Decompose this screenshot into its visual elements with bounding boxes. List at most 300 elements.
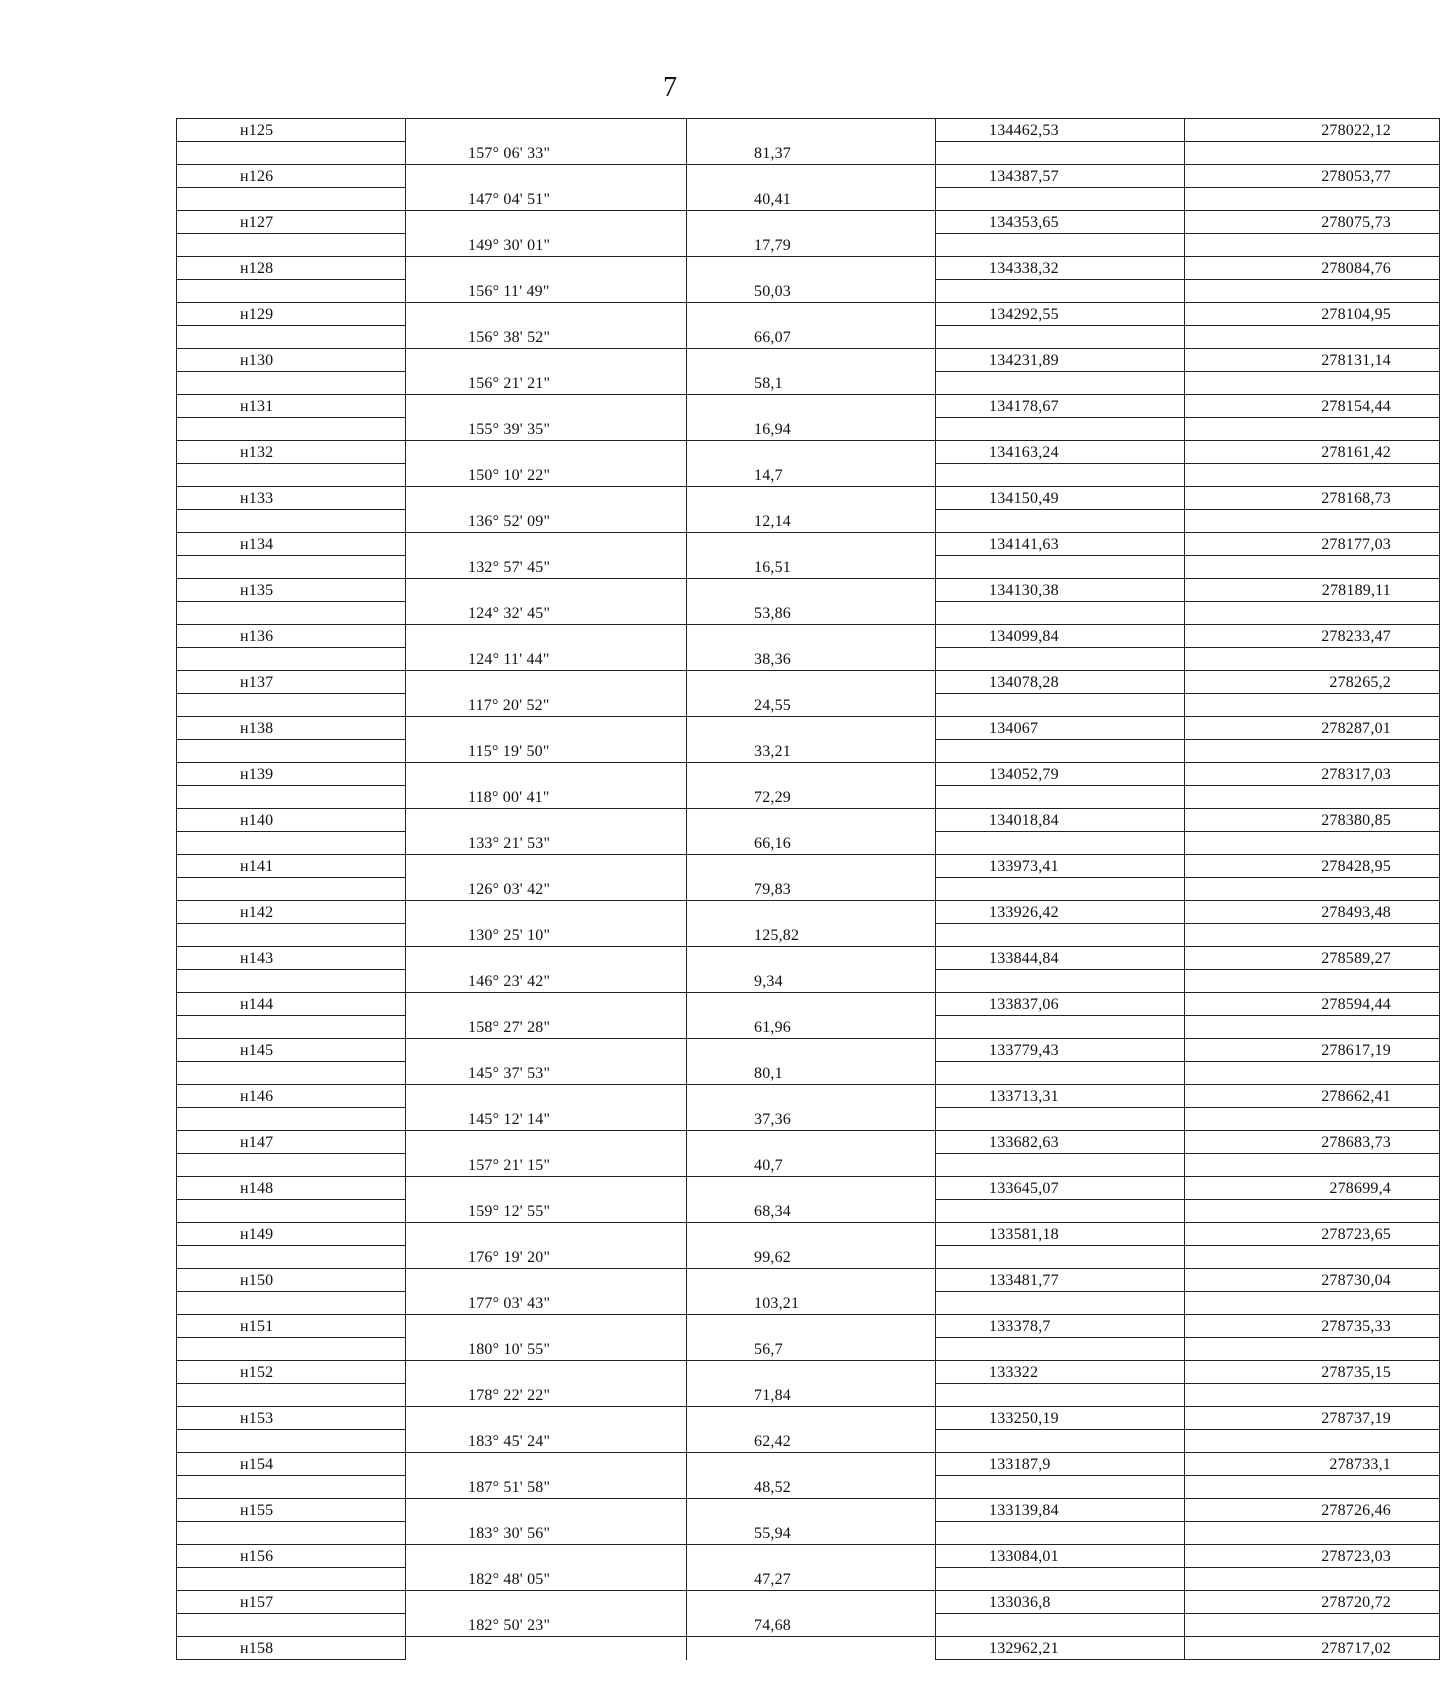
y-coordinate-cell: 278735,15 [1185,1361,1440,1384]
segment-row [177,234,1440,257]
angle-spacer-cell [406,1177,687,1200]
segment-row [177,1292,1440,1315]
y-spacer-cell [1185,1016,1440,1039]
x-spacer-cell [936,1062,1185,1085]
angle-spacer-cell [406,1545,687,1568]
y-coordinate-cell: 278717,02 [1185,1637,1440,1660]
y-spacer-cell [1185,1246,1440,1269]
segment-row [177,648,1440,671]
segment-length-cell: 16,51 [687,556,936,579]
y-coordinate-cell: 278733,1 [1185,1453,1440,1476]
length-spacer-cell [687,1223,936,1246]
y-coordinate-cell: 278168,73 [1185,487,1440,510]
y-coordinate-cell: 278189,11 [1185,579,1440,602]
y-spacer-cell [1185,1154,1440,1177]
x-spacer-cell [936,1108,1185,1131]
point-spacer-cell [177,234,406,257]
segment-length-cell: 9,34 [687,970,936,993]
segment-length-cell: 71,84 [687,1384,936,1407]
point-name-cell: н145 [177,1039,406,1062]
direction-angle-cell: 178° 22' 22" [406,1384,687,1407]
x-coordinate-cell: 134130,38 [936,579,1185,602]
segment-length-cell: 48,52 [687,1476,936,1499]
y-coordinate-cell: 278075,73 [1185,211,1440,234]
point-spacer-cell [177,510,406,533]
segment-length-cell: 79,83 [687,878,936,901]
point-spacer-cell [177,142,406,165]
y-coordinate-cell: 278720,72 [1185,1591,1440,1614]
length-spacer-cell [687,671,936,694]
x-coordinate-cell: 133481,77 [936,1269,1185,1292]
angle-spacer-cell [406,487,687,510]
length-spacer-cell [687,441,936,464]
segment-length-cell: 99,62 [687,1246,936,1269]
segment-row [177,280,1440,303]
y-coordinate-cell: 278154,44 [1185,395,1440,418]
point-name-cell: н131 [177,395,406,418]
x-spacer-cell [936,1338,1185,1361]
y-coordinate-cell: 278723,65 [1185,1223,1440,1246]
y-coordinate-cell: 278662,41 [1185,1085,1440,1108]
point-row [177,349,1440,372]
point-row [177,1637,1440,1660]
x-coordinate-cell: 133682,63 [936,1131,1185,1154]
point-name-cell: н130 [177,349,406,372]
angle-spacer-cell [406,1085,687,1108]
length-spacer-cell [687,1453,936,1476]
point-name-cell: н128 [177,257,406,280]
direction-angle-cell: 177° 03' 43" [406,1292,687,1315]
y-spacer-cell [1185,1614,1440,1637]
length-spacer-cell [687,303,936,326]
y-spacer-cell [1185,694,1440,717]
direction-angle-cell: 136° 52' 09" [406,510,687,533]
point-row [177,1453,1440,1476]
direction-angle-cell: 180° 10' 55" [406,1338,687,1361]
angle-spacer-cell [406,441,687,464]
y-spacer-cell [1185,648,1440,671]
y-spacer-cell [1185,1062,1440,1085]
segment-length-cell: 47,27 [687,1568,936,1591]
direction-angle-cell: 146° 23' 42" [406,970,687,993]
point-row [177,165,1440,188]
point-spacer-cell [177,1016,406,1039]
y-coordinate-cell: 278131,14 [1185,349,1440,372]
angle-spacer-cell [406,763,687,786]
point-spacer-cell [177,878,406,901]
point-spacer-cell [177,418,406,441]
x-coordinate-cell: 134338,32 [936,257,1185,280]
y-spacer-cell [1185,1384,1440,1407]
segment-length-cell: 24,55 [687,694,936,717]
segment-row [177,970,1440,993]
segment-row [177,418,1440,441]
segment-row [177,1522,1440,1545]
direction-angle-cell: 182° 48' 05" [406,1568,687,1591]
direction-angle-cell: 157° 21' 15" [406,1154,687,1177]
angle-spacer-cell [406,1453,687,1476]
segment-length-cell: 50,03 [687,280,936,303]
point-name-cell: н147 [177,1131,406,1154]
length-spacer-cell [687,1361,936,1384]
y-coordinate-cell: 278737,19 [1185,1407,1440,1430]
y-coordinate-cell: 278177,03 [1185,533,1440,556]
point-row [177,763,1440,786]
segment-row [177,142,1440,165]
y-coordinate-cell: 278726,46 [1185,1499,1440,1522]
length-spacer-cell [687,1039,936,1062]
x-spacer-cell [936,234,1185,257]
point-name-cell: н156 [177,1545,406,1568]
direction-angle-cell: 145° 12' 14" [406,1108,687,1131]
point-spacer-cell [177,740,406,763]
length-spacer-cell [687,349,936,372]
y-spacer-cell [1185,740,1440,763]
x-spacer-cell [936,418,1185,441]
y-spacer-cell [1185,602,1440,625]
segment-row [177,326,1440,349]
point-row [177,671,1440,694]
point-row [177,1361,1440,1384]
segment-row [177,786,1440,809]
x-coordinate-cell: 134150,49 [936,487,1185,510]
direction-angle-cell: 156° 11' 49" [406,280,687,303]
direction-angle-cell: 156° 21' 21" [406,372,687,395]
segment-row [177,1154,1440,1177]
y-coordinate-cell: 278683,73 [1185,1131,1440,1154]
y-coordinate-cell: 278084,76 [1185,257,1440,280]
y-spacer-cell [1185,970,1440,993]
x-spacer-cell [936,372,1185,395]
x-spacer-cell [936,648,1185,671]
point-spacer-cell [177,1384,406,1407]
direction-angle-cell: 150° 10' 22" [406,464,687,487]
x-coordinate-cell: 133322 [936,1361,1185,1384]
y-spacer-cell [1185,418,1440,441]
segment-row [177,1384,1440,1407]
segment-length-cell: 56,7 [687,1338,936,1361]
x-coordinate-cell: 134099,84 [936,625,1185,648]
direction-angle-cell: 133° 21' 53" [406,832,687,855]
x-coordinate-cell: 133779,43 [936,1039,1185,1062]
point-row [177,395,1440,418]
point-spacer-cell [177,924,406,947]
point-row [177,1039,1440,1062]
length-spacer-cell [687,1131,936,1154]
angle-spacer-cell [406,809,687,832]
segment-length-cell: 16,94 [687,418,936,441]
point-row [177,1085,1440,1108]
point-name-cell: н146 [177,1085,406,1108]
x-spacer-cell [936,188,1185,211]
direction-angle-cell: 176° 19' 20" [406,1246,687,1269]
point-row [177,809,1440,832]
x-coordinate-cell: 134231,89 [936,349,1185,372]
y-coordinate-cell: 278699,4 [1185,1177,1440,1200]
direction-angle-cell: 155° 39' 35" [406,418,687,441]
x-spacer-cell [936,510,1185,533]
direction-angle-cell: 132° 57' 45" [406,556,687,579]
x-spacer-cell [936,786,1185,809]
segment-length-cell: 53,86 [687,602,936,625]
length-spacer-cell [687,763,936,786]
point-name-cell: н133 [177,487,406,510]
length-spacer-cell [687,165,936,188]
segment-length-cell: 38,36 [687,648,936,671]
direction-angle-cell: 124° 32' 45" [406,602,687,625]
point-name-cell: н154 [177,1453,406,1476]
length-spacer-cell [687,717,936,740]
point-row [177,257,1440,280]
segment-row [177,1430,1440,1453]
x-coordinate-cell: 134387,57 [936,165,1185,188]
y-spacer-cell [1185,924,1440,947]
segment-row [177,1200,1440,1223]
segment-row [177,1568,1440,1591]
y-coordinate-cell: 278493,48 [1185,901,1440,924]
angle-spacer-cell [406,395,687,418]
segment-length-cell: 37,36 [687,1108,936,1131]
direction-angle-cell: 118° 00' 41" [406,786,687,809]
point-name-cell: н157 [177,1591,406,1614]
point-spacer-cell [177,1108,406,1131]
y-spacer-cell [1185,1430,1440,1453]
segment-row [177,464,1440,487]
point-row [177,1223,1440,1246]
direction-angle-cell: 158° 27' 28" [406,1016,687,1039]
point-spacer-cell [177,602,406,625]
length-spacer-cell [687,625,936,648]
direction-angle-cell: 157° 06' 33" [406,142,687,165]
length-spacer-cell [687,1177,936,1200]
x-coordinate-cell: 134052,79 [936,763,1185,786]
segment-length-cell: 74,68 [687,1614,936,1637]
segment-length-cell: 103,21 [687,1292,936,1315]
y-spacer-cell [1185,464,1440,487]
x-coordinate-cell: 134163,24 [936,441,1185,464]
segment-row [177,1246,1440,1269]
x-spacer-cell [936,1200,1185,1223]
y-spacer-cell [1185,786,1440,809]
point-name-cell: н125 [177,119,406,142]
coordinates-table-body [177,119,1440,1660]
point-row [177,303,1440,326]
point-spacer-cell [177,970,406,993]
point-spacer-cell [177,464,406,487]
x-coordinate-cell: 133713,31 [936,1085,1185,1108]
x-spacer-cell [936,1016,1185,1039]
point-row [177,947,1440,970]
direction-angle-cell: 145° 37' 53" [406,1062,687,1085]
point-spacer-cell [177,1476,406,1499]
coordinates-table [176,118,1440,1660]
y-coordinate-cell: 278589,27 [1185,947,1440,970]
length-spacer-cell [687,1637,936,1660]
x-spacer-cell [936,142,1185,165]
point-name-cell: н150 [177,1269,406,1292]
x-spacer-cell [936,878,1185,901]
x-coordinate-cell: 133036,8 [936,1591,1185,1614]
y-spacer-cell [1185,878,1440,901]
segment-row [177,924,1440,947]
length-spacer-cell [687,487,936,510]
x-coordinate-cell: 132962,21 [936,1637,1185,1660]
length-spacer-cell [687,1269,936,1292]
point-row [177,1499,1440,1522]
point-row [177,901,1440,924]
point-name-cell: н151 [177,1315,406,1338]
segment-row [177,1108,1440,1131]
y-coordinate-cell: 278617,19 [1185,1039,1440,1062]
point-name-cell: н126 [177,165,406,188]
y-coordinate-cell: 278104,95 [1185,303,1440,326]
angle-spacer-cell [406,1591,687,1614]
y-spacer-cell [1185,1522,1440,1545]
x-spacer-cell [936,464,1185,487]
angle-spacer-cell [406,1315,687,1338]
y-coordinate-cell: 278287,01 [1185,717,1440,740]
point-name-cell: н142 [177,901,406,924]
x-spacer-cell [936,1246,1185,1269]
x-spacer-cell [936,602,1185,625]
x-coordinate-cell: 134178,67 [936,395,1185,418]
angle-spacer-cell [406,303,687,326]
x-coordinate-cell: 134462,53 [936,119,1185,142]
point-spacer-cell [177,188,406,211]
point-spacer-cell [177,1338,406,1361]
segment-length-cell: 72,29 [687,786,936,809]
segment-row [177,740,1440,763]
point-name-cell: н149 [177,1223,406,1246]
x-coordinate-cell: 133187,9 [936,1453,1185,1476]
direction-angle-cell: 156° 38' 52" [406,326,687,349]
angle-spacer-cell [406,717,687,740]
direction-angle-cell: 183° 45' 24" [406,1430,687,1453]
segment-length-cell: 66,16 [687,832,936,855]
segment-row [177,556,1440,579]
y-coordinate-cell: 278380,85 [1185,809,1440,832]
segment-length-cell: 40,7 [687,1154,936,1177]
direction-angle-cell: 183° 30' 56" [406,1522,687,1545]
point-row [177,993,1440,1016]
y-coordinate-cell: 278723,03 [1185,1545,1440,1568]
length-spacer-cell [687,1315,936,1338]
segment-row [177,1614,1440,1637]
segment-length-cell: 40,41 [687,188,936,211]
y-coordinate-cell: 278428,95 [1185,855,1440,878]
x-spacer-cell [936,1476,1185,1499]
x-coordinate-cell: 133645,07 [936,1177,1185,1200]
y-coordinate-cell: 278161,42 [1185,441,1440,464]
angle-spacer-cell [406,211,687,234]
point-row [177,1545,1440,1568]
point-row [177,211,1440,234]
x-coordinate-cell: 133844,84 [936,947,1185,970]
y-spacer-cell [1185,188,1440,211]
y-spacer-cell [1185,1568,1440,1591]
point-spacer-cell [177,1292,406,1315]
segment-length-cell: 66,07 [687,326,936,349]
segment-row [177,1476,1440,1499]
angle-spacer-cell [406,947,687,970]
angle-spacer-cell [406,625,687,648]
point-row [177,119,1440,142]
x-spacer-cell [936,1568,1185,1591]
point-row [177,487,1440,510]
y-coordinate-cell: 278233,47 [1185,625,1440,648]
direction-angle-cell: 117° 20' 52" [406,694,687,717]
x-coordinate-cell: 134141,63 [936,533,1185,556]
angle-spacer-cell [406,349,687,372]
x-spacer-cell [936,1292,1185,1315]
point-row [177,625,1440,648]
point-spacer-cell [177,372,406,395]
x-spacer-cell [936,1154,1185,1177]
segment-length-cell: 33,21 [687,740,936,763]
y-spacer-cell [1185,510,1440,533]
segment-row [177,832,1440,855]
length-spacer-cell [687,533,936,556]
length-spacer-cell [687,1545,936,1568]
y-spacer-cell [1185,832,1440,855]
direction-angle-cell: 126° 03' 42" [406,878,687,901]
point-row [177,1177,1440,1200]
point-spacer-cell [177,556,406,579]
segment-row [177,694,1440,717]
point-name-cell: н153 [177,1407,406,1430]
y-spacer-cell [1185,1476,1440,1499]
x-coordinate-cell: 134292,55 [936,303,1185,326]
point-spacer-cell [177,1246,406,1269]
segment-row [177,1338,1440,1361]
x-coordinate-cell: 133378,7 [936,1315,1185,1338]
segment-length-cell: 62,42 [687,1430,936,1453]
x-spacer-cell [936,694,1185,717]
angle-spacer-cell [406,671,687,694]
page-number: 7 [663,72,677,103]
length-spacer-cell [687,395,936,418]
x-spacer-cell [936,556,1185,579]
segment-length-cell: 58,1 [687,372,936,395]
segment-row [177,510,1440,533]
angle-spacer-cell [406,901,687,924]
point-spacer-cell [177,648,406,671]
length-spacer-cell [687,855,936,878]
length-spacer-cell [687,901,936,924]
point-row [177,533,1440,556]
direction-angle-cell: 130° 25' 10" [406,924,687,947]
point-name-cell: н144 [177,993,406,1016]
y-spacer-cell [1185,326,1440,349]
point-name-cell: н129 [177,303,406,326]
length-spacer-cell [687,1591,936,1614]
point-name-cell: н134 [177,533,406,556]
y-coordinate-cell: 278265,2 [1185,671,1440,694]
point-name-cell: н132 [177,441,406,464]
angle-spacer-cell [406,993,687,1016]
segment-length-cell: 125,82 [687,924,936,947]
segment-row [177,188,1440,211]
x-spacer-cell [936,326,1185,349]
x-coordinate-cell: 134067 [936,717,1185,740]
point-name-cell: н155 [177,1499,406,1522]
segment-length-cell: 14,7 [687,464,936,487]
point-spacer-cell [177,1614,406,1637]
point-row [177,441,1440,464]
point-name-cell: н135 [177,579,406,602]
angle-spacer-cell [406,533,687,556]
y-spacer-cell [1185,372,1440,395]
